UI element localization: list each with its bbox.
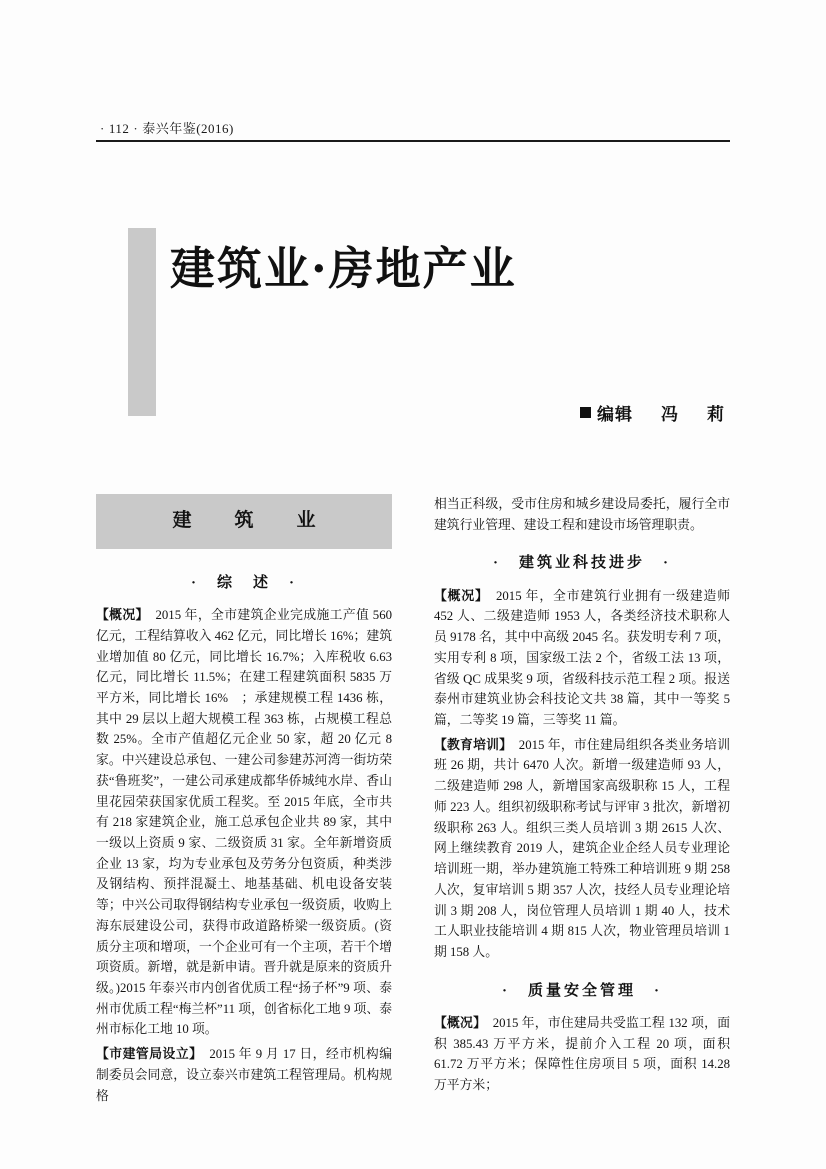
page-number: 112 — [108, 121, 130, 136]
paragraph-text: 2015 年，市住建局共受监工程 132 项，面积 385.43 万平方米，提前介入工程 20 项，面积 61.72 万平方米；保障性住房项目 5 项，面积 14.28 万平方米； — [434, 1015, 730, 1093]
paragraph — [96, 605, 392, 1040]
paragraph-lead: 【概况】 — [434, 1015, 480, 1030]
paragraph-text: 2015 年，市住建局组织各类业务培训班 26 期，共计 6470 人次。新增一级建造师 93 人，二级建造师 298 人，新增国家高级职称 15 人，工程师 223 人。组织初级职称考试与评审 3 批次，新增初级职称 263 人。组织三类人员培训 3 期 2615 人次、网上继续教育 2019 人，建筑企业企经人员专业理论培训班一期，举办建筑施工特殊工种培训班 9 期 258 人次，复审培训 5 期 357 人次，技经人员专业理论培训 3 期 208 人，岗位管理人员培训 1 期 40 人，技术工人职业技能培训 4 期 815 人次，物业管理员培训 1 期 158 人。 — [434, 737, 730, 959]
page-title: 建筑业·房地产业 — [170, 242, 517, 295]
paragraph-lead: 【教育培训】 — [434, 737, 506, 752]
running-head-lead-dot: · — [100, 121, 105, 136]
running-head-mid-dot: · — [133, 121, 139, 136]
running-head — [96, 118, 234, 137]
paragraph-text: 2015 年，全市建筑行业拥有一级建造师 452 人、二级建造师 1953 人，各类经济技术职称人员 9178 名，其中中高级 2045 名。获发明专利 7 项，实用专利 8 项，国家级工法 2 个，省级工法 13 项，省级 QC 成果奖 9 项，省级科技示范工程 2 项。报送泰州市建筑业协会科技论文共 38 篇，其中一等奖 5 篇，二等奖 19 篇，三等奖 11 篇。 — [434, 588, 730, 728]
paragraph — [96, 1044, 392, 1106]
left-column — [96, 494, 392, 1108]
paragraph-lead: 【概况】 — [96, 608, 143, 623]
section-banner-construction: 建 筑 业 — [96, 494, 392, 549]
paragraph-text: 2015 年 9 月 17 日，经市机构编制委员会同意，设立泰兴市建筑工程管理局。机构规格 — [96, 1047, 392, 1103]
subsection-heading-quality-safety: · 质量安全管理 · — [501, 982, 662, 999]
editor-label: 编辑 — [597, 405, 633, 424]
subsection-overview-heading: · 综 述 · — [190, 574, 297, 591]
title-decoration-bar — [128, 228, 156, 416]
running-head-source: 泰兴年鉴(2016) — [142, 121, 234, 136]
paragraph — [434, 586, 730, 731]
paragraph — [434, 1013, 730, 1096]
subsection-heading-sci-tech: · 建筑业科技进步 · — [492, 555, 671, 572]
paragraph-lead: 【市建管局设立】 — [96, 1047, 197, 1062]
right-column — [434, 494, 730, 1098]
editor-credit — [580, 400, 730, 425]
header-rule — [96, 140, 730, 142]
paragraph-lead: 【概况】 — [434, 588, 483, 603]
paragraph-text: 2015 年，全市建筑企业完成施工产值 560 亿元，工程结算收入 462 亿元，同比增长 16%；建筑业增加值 80 亿元，同比增长 16.7%；入库税收 6.63 亿元，同比增长 11.5%；在建工程建筑面积 5835 万平方米，同比增长 16% ；承建规模工程 1436 栋，其中 29 层以上超大规模工程 363 栋，占规模工程总数 25%。全市产值超亿元企业 50 家，超 20 亿元 8 家。中兴建设总承包、一建公司参建苏河湾一街坊荣获“鲁班奖”，一建公司承建成都华侨城纯水岸、香山里花园荣获国家优质工程奖。至 2015 年底，全市共有 218 家建筑企业，施工总承包企业共 89 家，其中一级以上资质 9 家、二级资质 31 家。全年新增资质企业 13 家，均为专业承包及劳务分包资质，种类涉及钢结构、预拌混凝土、地基基础、机电设备安装等；中兴公司取得钢结构专业承包一级资质，收购上海东辰建设公司，获得市政道路桥梁一级资质。(资质分主项和增项，一个企业可有一个主项，若干个增项资质。新增，就是新申请。晋升就是原来的资质升级。)2015 年泰兴市内创省优质工程“扬子杯”9 项、泰州市优质工程“梅兰杯”11 项，创省标化工地 9 项、泰州市标化工地 10 项。 — [96, 608, 392, 1037]
square-bullet-icon — [580, 407, 591, 418]
paragraph — [434, 735, 730, 963]
continued-paragraph: 相当正科级，受市住房和城乡建设局委托，履行全市建筑行业管理、建设工程和建设市场管理职责。 — [434, 497, 730, 532]
editor-name: 冯 莉 — [661, 405, 730, 424]
